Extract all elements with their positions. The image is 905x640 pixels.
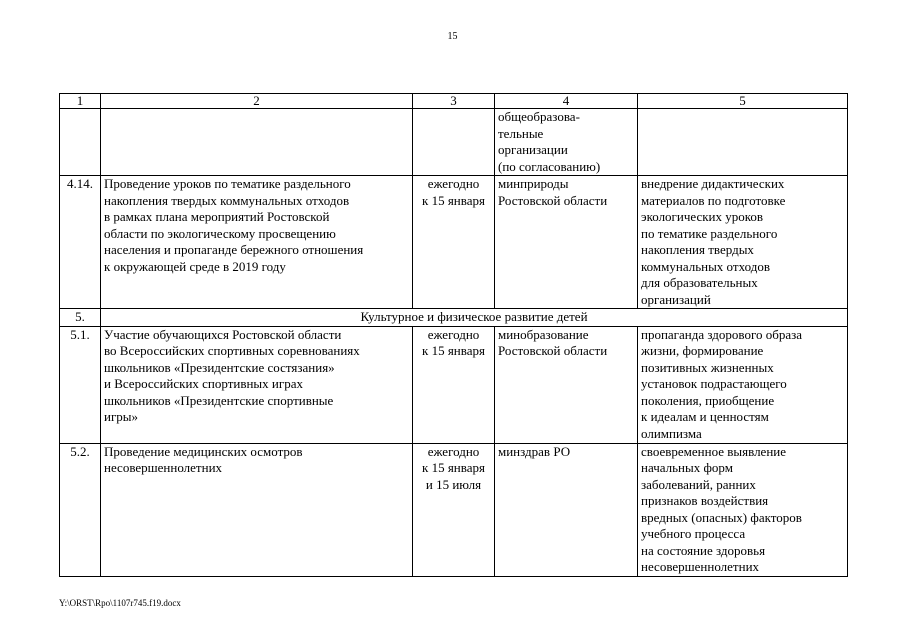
responsible-cell: минобразование Ростовской области [495,326,638,443]
header-col-1: 1 [60,94,101,109]
activity-cell: Участие обучающихся Ростовской области во Всероссийских спортивных соревнованиях школьников «Президентские состязания» и Всероссийских спортивных играх школьников «Президентские спортивные игры» [101,326,413,443]
deadline-cell: ежегодно к 15 января [413,326,495,443]
section-number: 5. [60,309,101,327]
table-row-continuation [60,109,848,176]
header-col-2: 2 [101,94,413,109]
result-cell: своевременное выявление начальных форм заболеваний, ранних признаков воздействия вредных (опасных) факторов учебного процесса на состояние здоровья несовершеннолетних [638,443,848,576]
responsible-cell: общеобразова- тельные организации (по согласованию) [495,109,638,176]
deadline-cell [413,109,495,176]
table-header-row [60,94,848,109]
activity-cell [101,109,413,176]
result-cell: пропаганда здорового образа жизни, формирование позитивных жизненных установок подрастающего поколения, приобщение к идеалам и ценностям олимпизма [638,326,848,443]
result-cell [638,109,848,176]
row-number: 5.2. [60,443,101,576]
header-col-5: 5 [638,94,848,109]
row-number: 5.1. [60,326,101,443]
section-row-5 [60,309,848,327]
header-col-4: 4 [495,94,638,109]
page-number: 15 [447,31,458,42]
header-col-3: 3 [413,94,495,109]
footer-file-path: Y:\ORST\Rpo\1107r745.f19.docx [59,598,181,608]
responsible-cell: минприроды Ростовской области [495,176,638,309]
responsible-cell: минздрав РО [495,443,638,576]
table-row-4-14 [60,176,848,309]
table-row-5-2 [60,443,848,576]
plan-table [59,93,848,577]
activity-cell: Проведение медицинских осмотров несовершеннолетних [101,443,413,576]
row-number [60,109,101,176]
row-number: 4.14. [60,176,101,309]
activity-cell: Проведение уроков по тематике раздельного накопления твердых коммунальных отходов в рамках плана мероприятий Ростовской области по экологическому просвещению населения и пропаганде бережного отношения к окружающей среде в 2019 году [101,176,413,309]
table-row-5-1 [60,326,848,443]
result-cell: внедрение дидактических материалов по подготовке экологических уроков по тематике раздельного накопления твердых коммунальных отходов для образовательных организаций [638,176,848,309]
deadline-cell: ежегодно к 15 января [413,176,495,309]
section-title: Культурное и физическое развитие детей [101,309,848,327]
deadline-cell: ежегодно к 15 января и 15 июля [413,443,495,576]
